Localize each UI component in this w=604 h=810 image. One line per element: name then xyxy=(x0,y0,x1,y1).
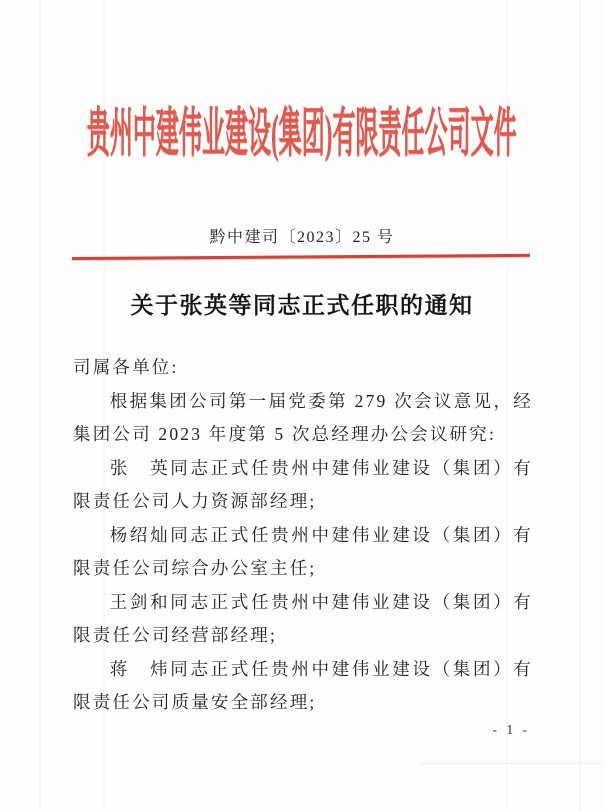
body-paragraph: 王剑和同志正式任贵州中建伟业建设（集团）有限责任公司经营部经理; xyxy=(73,591,533,645)
scan-edge xyxy=(420,763,604,764)
body-paragraph: 杨绍灿同志正式任贵州中建伟业建设（集团）有限责任公司综合办公室主任; xyxy=(73,524,533,578)
document-body xyxy=(73,351,533,720)
document-title: 关于张英等同志正式任职的通知 xyxy=(130,292,474,318)
letterhead xyxy=(0,88,604,180)
salutation: 司属各单位: xyxy=(73,357,179,377)
body-paragraph: 张 英同志正式任贵州中建伟业建设（集团）有限责任公司人力资源部经理; xyxy=(73,457,533,511)
body-paragraph: 根据集团公司第一届党委第 279 次会议意见，经集团公司 2023 年度第 5 次总经理办公会议研究: xyxy=(73,390,533,444)
red-divider xyxy=(72,254,530,260)
document-number: 黔中建司〔2023〕25 号 xyxy=(209,229,395,246)
body-paragraph: 蒋 炜同志正式任贵州中建伟业建设（集团）有限责任公司质量安全部经理; xyxy=(73,658,533,712)
letterhead-title: 贵州中建伟业建设(集团)有限责任公司文件 xyxy=(87,104,517,163)
page-number: - 1 - xyxy=(492,722,530,737)
